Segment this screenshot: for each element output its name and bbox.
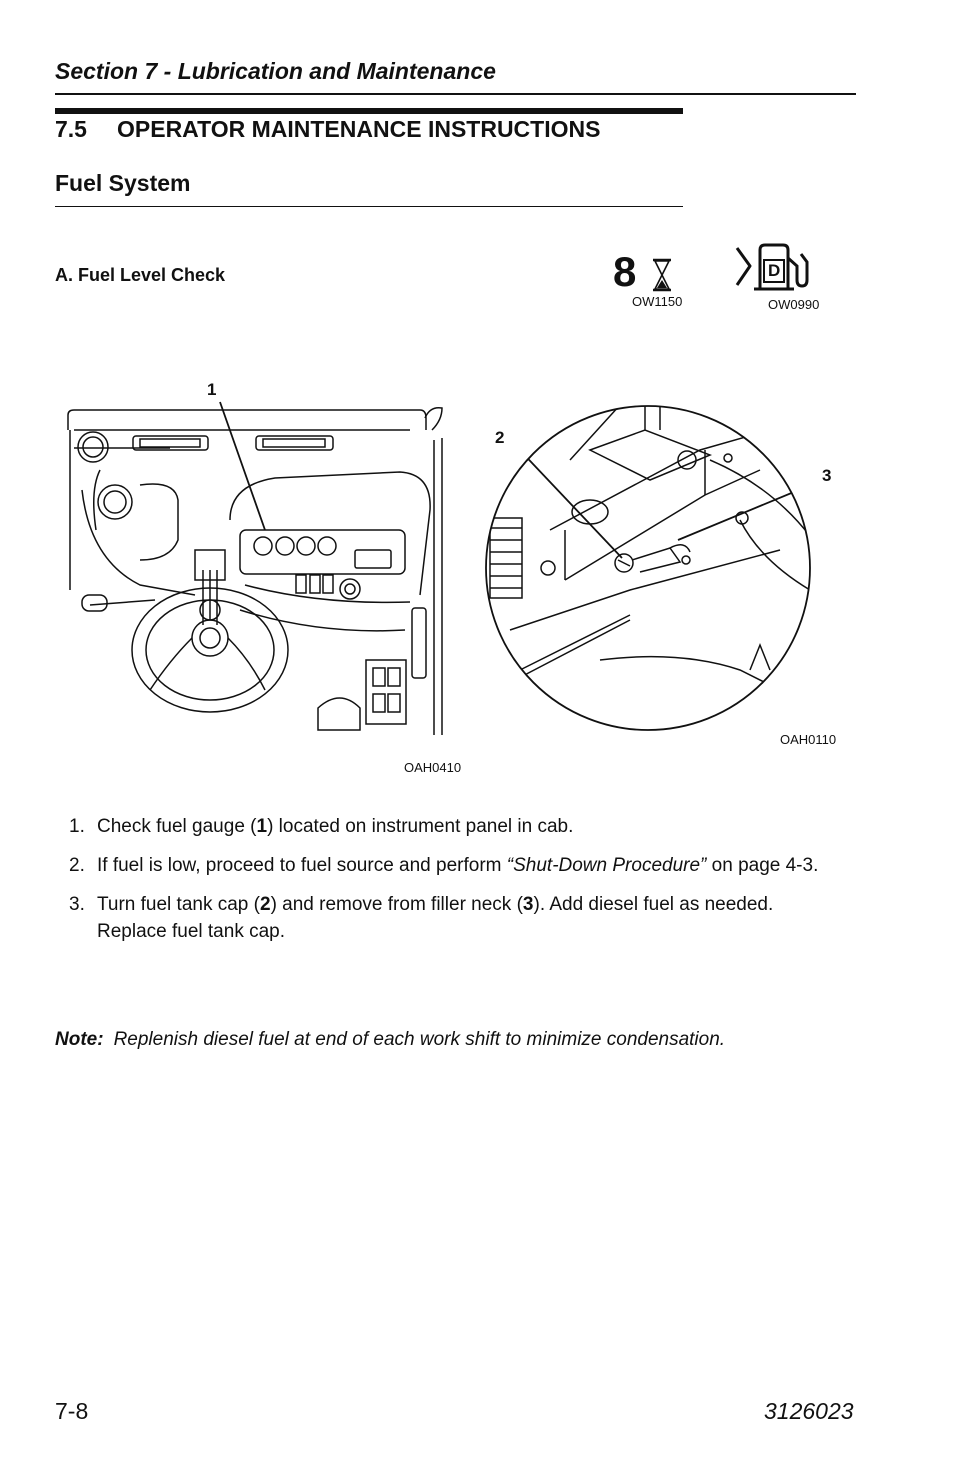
diesel-letter: D [768, 261, 781, 280]
interval-hours: 8 [613, 248, 637, 295]
list-item: 3. Turn fuel tank cap (2) and remove from filler neck (3). Add diesel fuel as needed. Replace fuel tank cap. [69, 894, 774, 942]
callout-2: 2 [495, 428, 505, 447]
figure-caption: OAH0110 [780, 732, 837, 747]
note-text: Replenish diesel fuel at end of each work shift to minimize condensation. [113, 1029, 726, 1050]
subheading-rule [55, 206, 683, 207]
symbol-caption: OW0990 [768, 297, 820, 312]
list-item: 1. Check fuel gauge (1) located on instrument panel in cab. [69, 816, 574, 837]
procedure-steps [55, 813, 845, 957]
section-number: 7.5 [55, 116, 87, 142]
cab-dashboard-illustration [60, 390, 460, 740]
section-heading [55, 116, 600, 143]
callout-3: 3 [822, 466, 832, 485]
document-number: 3126023 [764, 1398, 854, 1424]
section-title: OPERATOR MAINTENANCE INSTRUCTIONS [117, 116, 601, 142]
section-header: Section 7 - Lubrication and Maintenance [55, 58, 496, 84]
figure-caption: OAH0410 [404, 760, 462, 775]
hourglass-icon [651, 258, 673, 292]
header-rule [55, 93, 856, 95]
procedure-title: A. Fuel Level Check [55, 265, 226, 285]
cross-reference-link[interactable]: “Shut-Down Procedure” [506, 855, 707, 876]
fuel-tank-detail-illustration [480, 400, 830, 740]
callout-1: 1 [207, 380, 217, 399]
list-item: 2. If fuel is low, proceed to fuel source and perform “Shut-Down Procedure” on page 4-3. [69, 855, 819, 876]
note-label: Note: [55, 1029, 104, 1050]
note [55, 1029, 875, 1051]
heading-rule [55, 108, 683, 114]
subheading: Fuel System [55, 170, 191, 196]
symbol-caption: OW1150 [632, 294, 683, 309]
page-number: 7-8 [55, 1398, 89, 1424]
